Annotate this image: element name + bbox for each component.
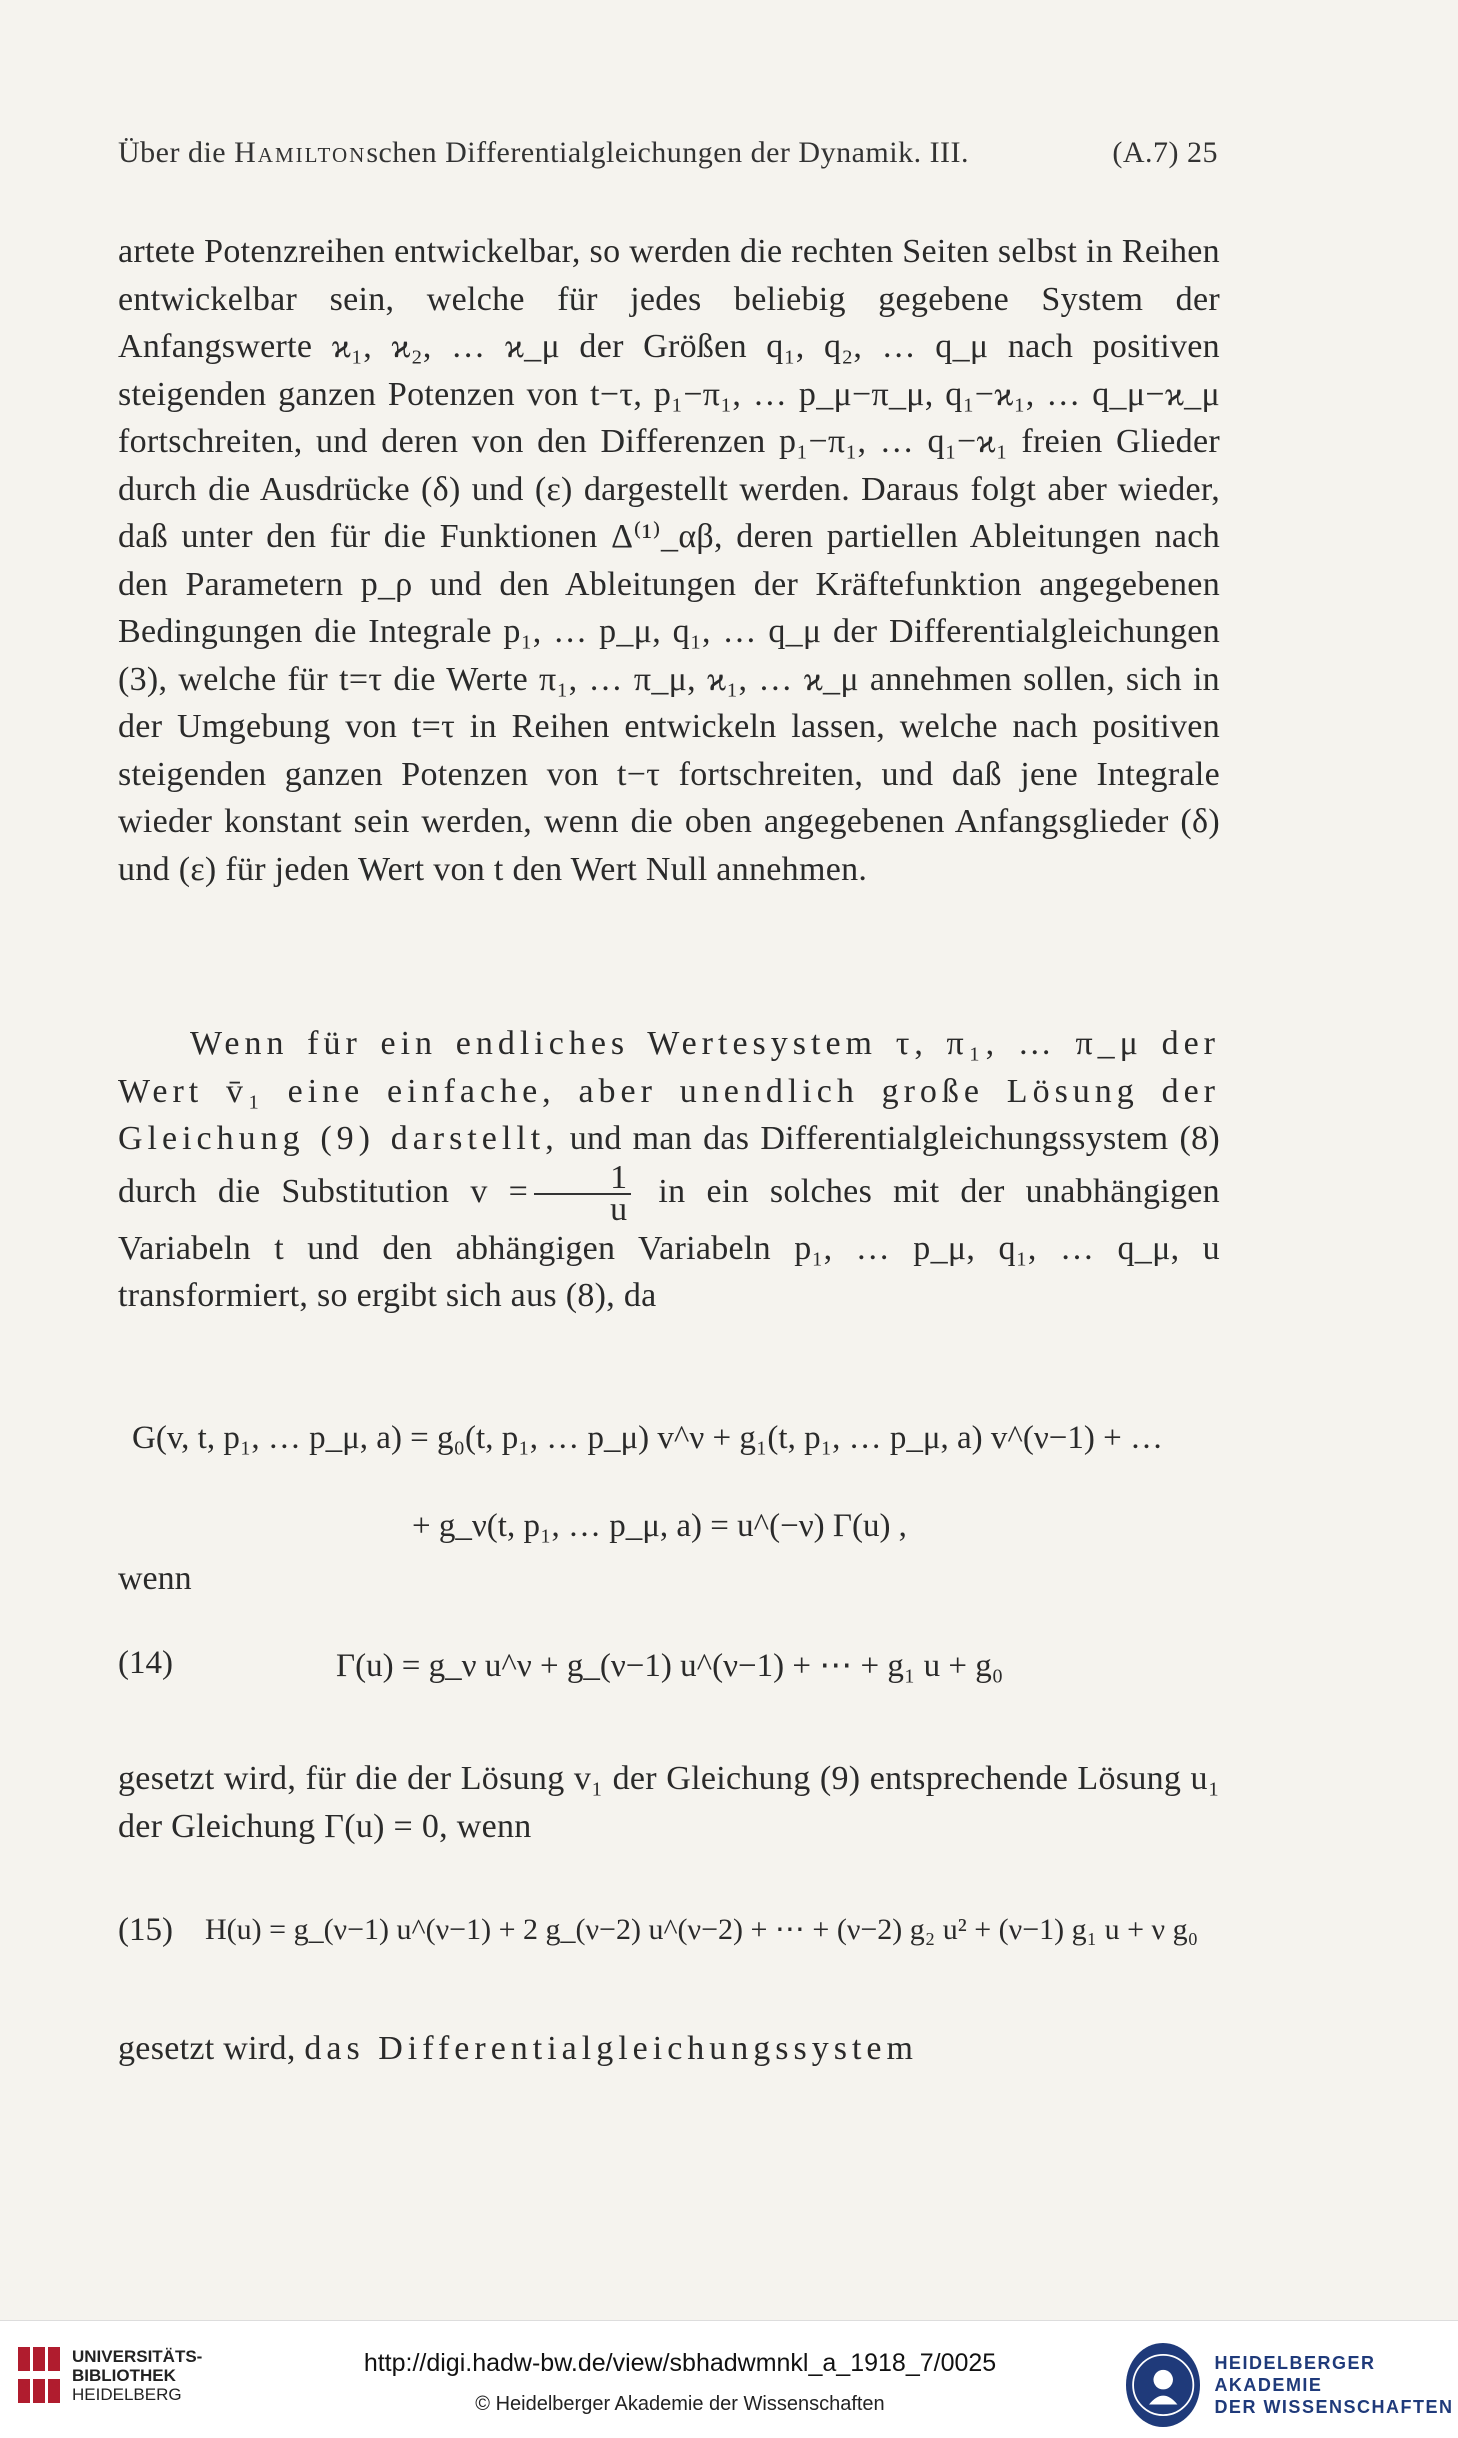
university-library-logo: [16, 2343, 202, 2407]
paragraph-4-spaced: das Differentialgleichungssystem: [304, 2030, 918, 2067]
paragraph-3-text: gesetzt wird, für die der Lösung v₁ der Gleichung (9) entsprechende Lösung u₁ der Gleichung Γ(u) = 0, wenn: [118, 1760, 1220, 1845]
paragraph-4-start: gesetzt wird,: [118, 2030, 305, 2067]
library-logo-line-1: UNIVERSITÄTS-: [72, 2346, 203, 2366]
equation-15: H(u) = g_(ν−1) u^(ν−1) + 2 g_(ν−2) u^(ν−2) + ⋯ + (ν−2) g₂ u² + (ν−1) g₁ u + ν g₀: [205, 1913, 1199, 1946]
running-header: [118, 136, 1218, 170]
header-name: Hamilton: [234, 136, 367, 169]
wenn-label: wenn: [118, 1560, 192, 1597]
fraction-1-over-u: $\frac{1}{u}$: [534, 1163, 631, 1225]
paragraph-3: [118, 1755, 1220, 1850]
academy-logo-line-1: HEIDELBERGER AKADEMIE: [1214, 2353, 1376, 2395]
copyright-notice: © Heidelberger Akademie der Wissenschaften: [475, 2393, 885, 2415]
formula-G-line-1: G(v, t, p₁, … p_μ, a) = g₀(t, p₁, … p_μ) v^ν + g₁(t, p₁, … p_μ, a) v^(ν−1) + …: [132, 1420, 1164, 1456]
academy-logo-line-2: DER WISSENSCHAFTEN: [1214, 2397, 1454, 2417]
paragraph-4: [118, 2025, 1220, 2073]
permalink-url[interactable]: http://digi.hadw-bw.de/view/sbhadwmnkl_a_1918_7/0025: [363, 2349, 997, 2377]
equation-15-number: (15): [118, 1912, 173, 1948]
equation-14-number: (14): [118, 1645, 173, 1681]
library-logo-icon: [16, 2343, 62, 2407]
equation-14: Γ(u) = g_ν u^ν + g_(ν−1) u^(ν−1) + ⋯ + g₁ u + g₀: [336, 1648, 1004, 1684]
academy-seal-icon: [1126, 2343, 1200, 2427]
library-logo-line-3: HEIDELBERG: [72, 2384, 182, 2404]
paragraph-2: [118, 1020, 1220, 1320]
formula-G-line-2: + g_ν(t, p₁, … p_μ, a) = u^(−ν) Γ(u) ,: [412, 1508, 907, 1544]
footer-bar: [0, 2320, 1458, 2438]
paragraph-2-spaced: Wenn für ein endliches Wertesystem τ, π₁, … π_μ der Wert v̄₁ eine einfache, aber unendlich große Lösung der Gleichung (9) darstellt,: [118, 1025, 1220, 1157]
paragraph-2-tail: in ein solches mit der unabhängigen Variabeln t und den abhängigen Variabeln p₁, … p_μ, q₁, … q_μ, u transformiert, so ergibt sich aus (8), da: [118, 1172, 1220, 1314]
header-page-ref: (A.7) 25: [1112, 136, 1218, 169]
paragraph-2-rest: und man das Differentialgleichungssystem (8) durch die Substitution v =: [118, 1120, 1220, 1210]
paragraph-1: [118, 228, 1220, 893]
library-logo-line-2: BIBLIOTHEK: [72, 2365, 176, 2385]
header-title: Über die Hamiltonschen Differentialgleichungen der Dynamik. III.: [118, 136, 970, 169]
paragraph-1-text: artete Potenzreihen entwickelbar, so werden die rechten Seiten selbst in Reihen entwickelbar sein, welche für jedes beliebig gegebene System der Anfangswerte ϰ₁, ϰ₂, … ϰ_μ der Größen q₁, q₂, … q_μ nach positiven steigenden ganzen Potenzen von t−τ, p₁−π₁, … p_μ−π_μ, q₁−ϰ₁, … q_μ−ϰ_μ fortschreiten, und deren von den Differenzen p₁−π₁, … q₁−ϰ₁ freien Glieder durch die Ausdrücke (δ) und (ε) dargestellt werden. Daraus folgt aber wieder, daß unter den für die Funktionen Δ⁽¹⁾_αβ, deren partiellen Ableitungen nach den Parametern p_ρ und den Ableitungen der Kräftefunktion angegebenen Bedingungen die Integrale p₁, … p_μ, q₁, … q_μ der Differentialgleichungen (3), welche für t=τ die Werte π₁, … π_μ, ϰ₁, … ϰ_μ annehmen sollen, sich in der Umgebung von t=τ in Reihen entwickeln lassen, welche nach positiven steigenden ganzen Potenzen von t−τ fortschreiten, und daß jene Integrale wieder konstant sein werden, wenn die oben angegebenen Anfangsglieder (δ) und (ε) für jeden Wert von t den Wert Null annehmen.: [118, 233, 1220, 888]
academy-logo: [1126, 2343, 1458, 2427]
